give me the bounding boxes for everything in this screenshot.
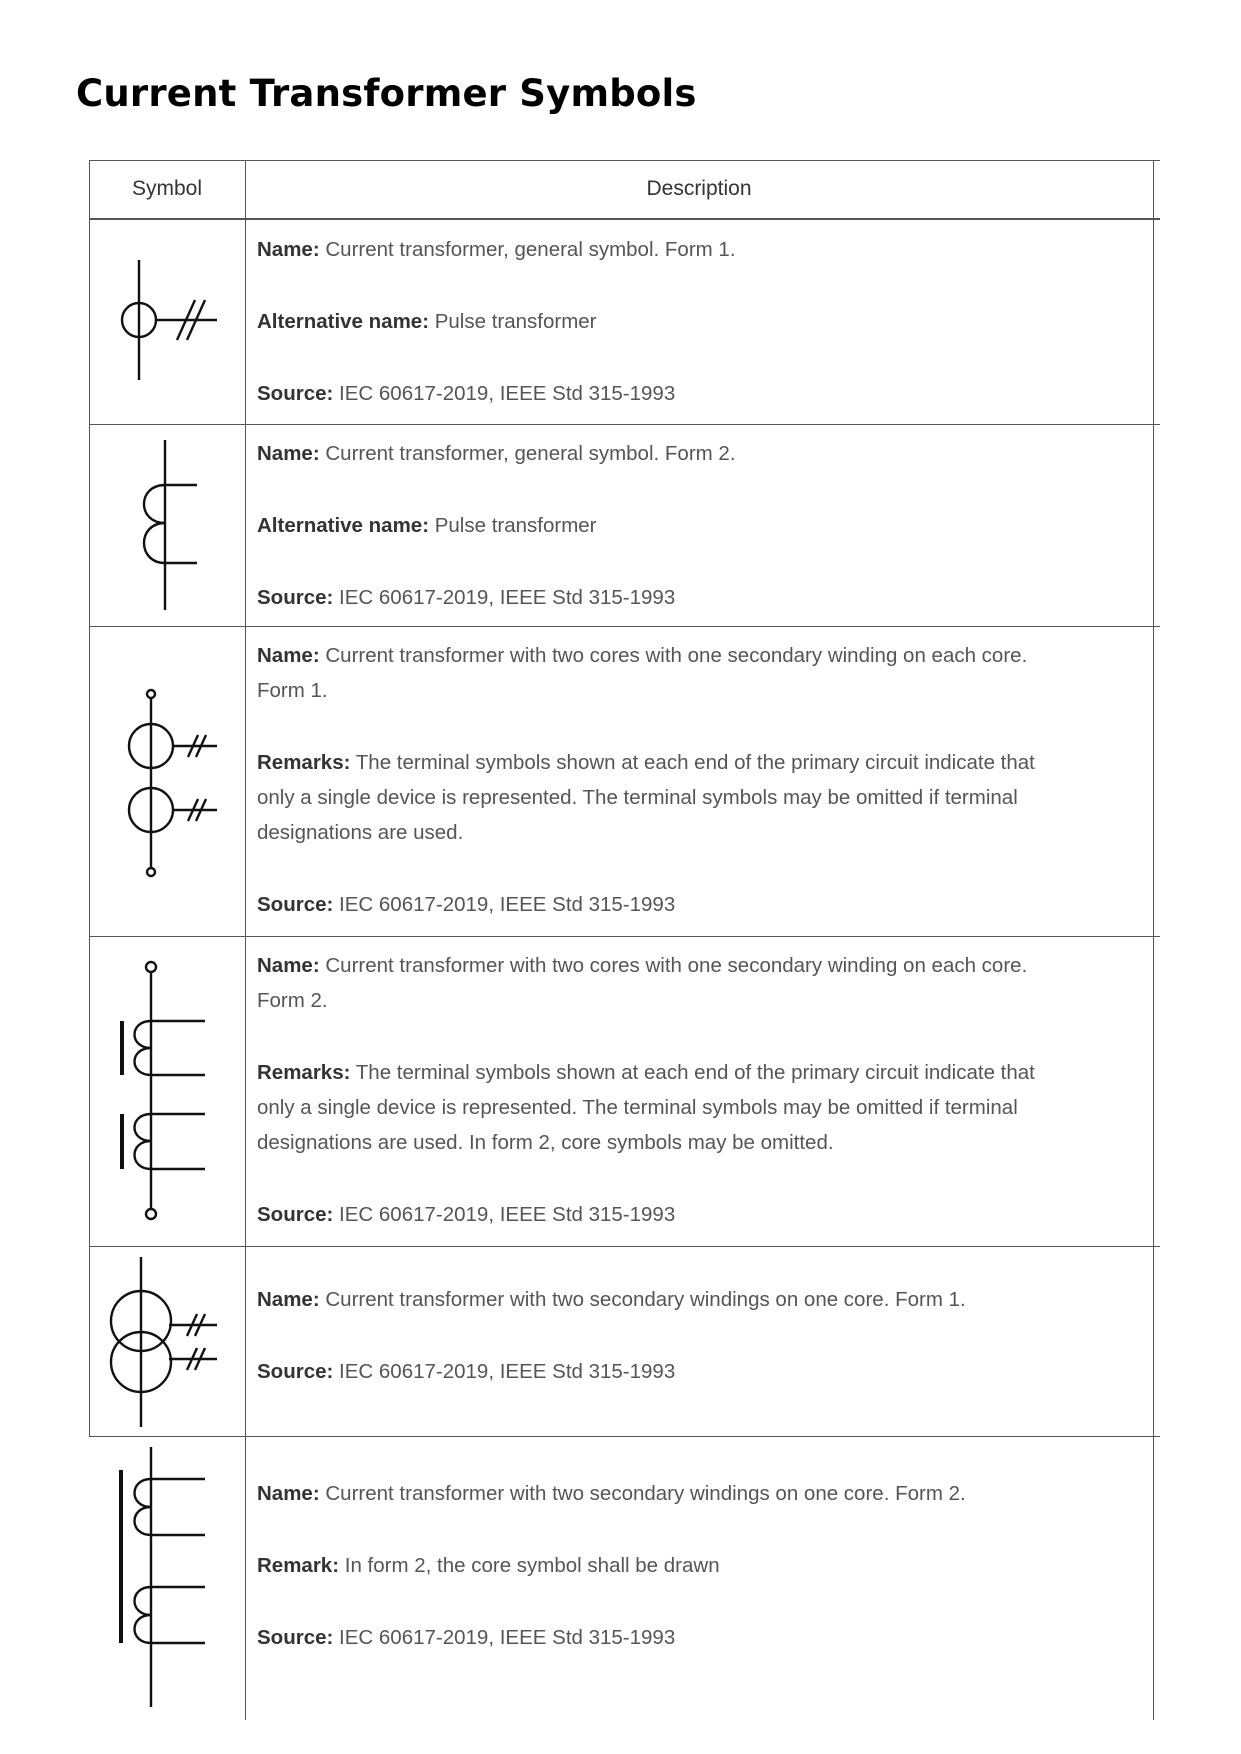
remarks: The terminal symbols shown at each end of the primary circuit indicate that [355, 1061, 1035, 1084]
table-row-description: Name: Current transformer, general symbol. Form 1. Alternative name: Pulse transformer Source: IEC 60617-2019, IEEE Std 315-1993 [257, 238, 736, 405]
table-row-description: Name: Current transformer with two cores with one secondary winding on each core. Form 1. Remarks: The terminal symbols shown at each end of the primary circuit indicate that only a single device is represented. The terminal symbols may be omitted if terminal designations are used. Source: IEC 60617-2019, IEEE Std 315-1993 [257, 638, 1147, 922]
header-divider [89, 218, 1160, 220]
ct-winding-icon [89, 425, 245, 626]
source: IEC 60617-2019, IEEE Std 315-1993 [339, 586, 676, 609]
row-divider [89, 424, 1160, 425]
row-divider [89, 936, 1160, 937]
source: IEC 60617-2019, IEEE Std 315-1993 [339, 1360, 676, 1383]
table-row-description: Name: Current transformer with two cores with one secondary winding on each core. Form 2. Remarks: The terminal symbols shown at each end of the primary circuit indicate that only a single device is represented. The terminal symbols may be omitted if terminal designations are used. In form 2, core symbols may be omitted. Source: IEC 60617-2019, IEEE Std 315-1993 [257, 948, 1147, 1232]
symbol-name: Current transformer with two cores with one secondary winding on each core. [325, 644, 1028, 667]
ct-two-windings-circle-icon [89, 1247, 245, 1436]
alternative-name: Pulse transformer [434, 514, 597, 537]
remarks-continued: only a single device is represented. The terminal symbols may be omitted if terminal [257, 786, 1018, 809]
ct-two-cores-circle-icon [89, 627, 245, 936]
table-row-symbol [89, 1437, 245, 1720]
source: IEC 60617-2019, IEEE Std 315-1993 [339, 382, 676, 405]
symbol-name: Current transformer, general symbol. Form 1. [325, 238, 736, 261]
row-divider [89, 1436, 1160, 1437]
ct-circle-icon [89, 220, 245, 424]
header-description: Description [646, 177, 752, 200]
table-border-right [1153, 160, 1154, 1720]
source: IEC 60617-2019, IEEE Std 315-1993 [339, 1203, 676, 1226]
symbol-name-continued: Form 1. [257, 679, 328, 702]
remarks: The terminal symbols shown at each end of the primary circuit indicate that [355, 751, 1035, 774]
table-row-symbol [89, 425, 245, 626]
symbol-name-continued: Form 2. [257, 989, 328, 1012]
symbol-name: Current transformer with two secondary windings on one core. Form 2. [325, 1482, 966, 1505]
table-row-symbol [89, 220, 245, 424]
table-row-symbol [89, 627, 245, 936]
table-row-description: Name: Current transformer with two secondary windings on one core. Form 2. Remark: In form 2, the core symbol shall be drawn Source: IEC 60617-2019, IEEE Std 315-1993 [257, 1482, 966, 1649]
column-divider [245, 160, 246, 1720]
remarks-continued: designations are used. In form 2, core symbols may be omitted. [257, 1131, 834, 1154]
source: IEC 60617-2019, IEEE Std 315-1993 [339, 893, 676, 916]
header-symbol: Symbol [131, 177, 203, 200]
symbol-name: Current transformer with two cores with one secondary winding on each core. [325, 954, 1028, 977]
table-row-symbol [89, 937, 245, 1246]
page-title: Current Transformer Symbols [76, 72, 697, 115]
alternative-name: Pulse transformer [434, 310, 597, 333]
remarks-continued: only a single device is represented. The terminal symbols may be omitted if terminal [257, 1096, 1018, 1119]
ct-two-windings-winding-icon [89, 1437, 245, 1720]
symbol-name: Current transformer with two secondary windings on one core. Form 1. [325, 1288, 966, 1311]
source: IEC 60617-2019, IEEE Std 315-1993 [339, 1626, 676, 1649]
table-row-description: Name: Current transformer with two secondary windings on one core. Form 1. Source: IEC 60617-2019, IEEE Std 315-1993 [257, 1288, 966, 1383]
row-divider [89, 1246, 1160, 1247]
table-row-description: Name: Current transformer, general symbol. Form 2. Alternative name: Pulse transformer Source: IEC 60617-2019, IEEE Std 315-1993 [257, 442, 736, 609]
symbol-name: Current transformer, general symbol. Form 2. [325, 442, 736, 465]
remarks-continued: designations are used. [257, 821, 464, 844]
remark: In form 2, the core symbol shall be drawn [344, 1554, 720, 1577]
table-row-symbol [89, 1247, 245, 1436]
ct-two-cores-winding-icon [89, 937, 245, 1246]
row-divider [89, 626, 1160, 627]
